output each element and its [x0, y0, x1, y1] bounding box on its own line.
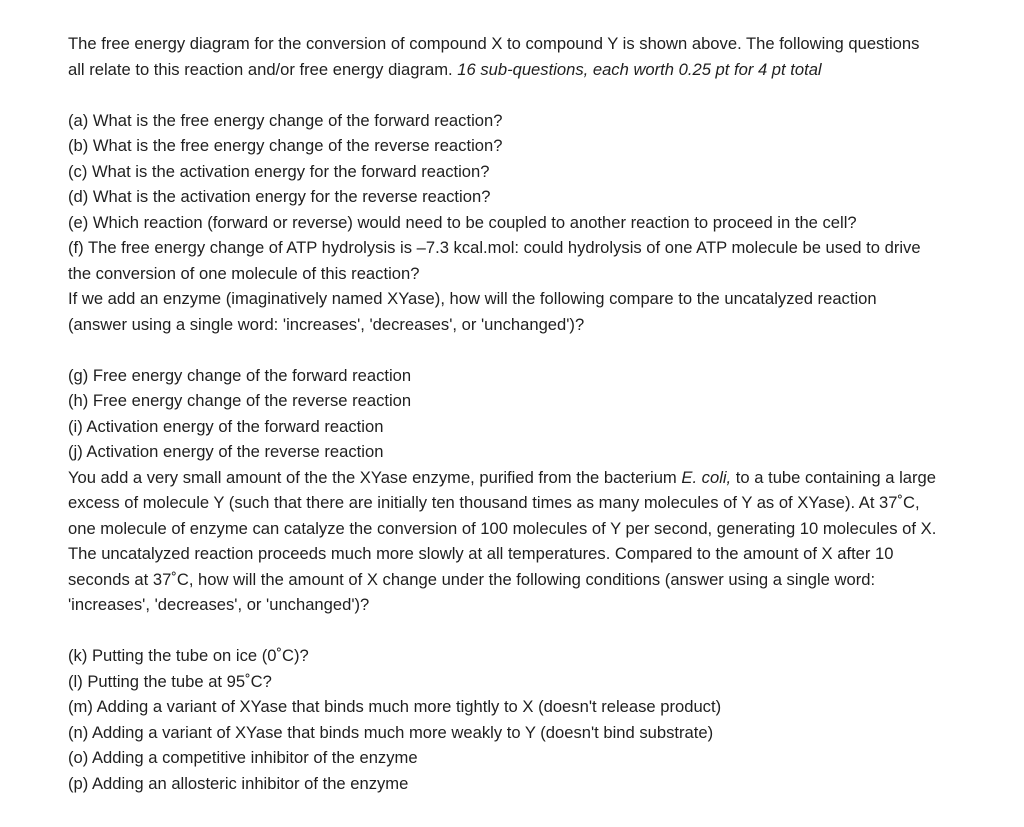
question-p: (p) Adding an allosteric inhibitor of the enzyme	[68, 773, 409, 793]
question-f: (f) The free energy change of ATP hydrolysis is –7.3 kcal.mol: could hydrolysis of one ATP molecule be used to drive the conversion of one molecule of this reaction?	[68, 238, 921, 283]
question-b: (b) What is the free energy change of the reverse reaction?	[68, 136, 503, 155]
question-list-a-f	[68, 108, 938, 287]
enzyme-intro: If we add an enzyme (imaginatively named XYase), how will the following compare to the uncatalyzed reaction (answer using a single word: 'increases', 'decreases', or 'unchanged')?	[68, 289, 877, 334]
points-note: 16 sub-questions, each worth 0.25 pt for 4 pt total	[457, 59, 822, 79]
question-e: (e) Which reaction (forward or reverse) would need to be coupled to another reaction to proceed in the cell?	[68, 212, 857, 232]
question-k: (k) Putting the tube on ice (0˚C)?	[68, 646, 309, 665]
spacer	[68, 82, 938, 108]
experiment-text-end: to a tube containing a large excess of molecule Y (such that there are initially ten thousand times as many molecules of Y as of XYase). At 37˚C, one molecule of enzyme can catalyze the conversion of 100 molecules of Y per second, generating 10 molecules of X. The uncatalyzed reaction proceeds much more slowly at all temperatures. Compared to the amount of X after 10 seconds at 37˚C, how will the amount of X change under the following conditions (answer using a single word: 'increases', 'decreases', or 'unchanged')?	[68, 467, 937, 614]
question-c: (c) What is the activation energy for the forward reaction?	[68, 161, 490, 181]
question-d: (d) What is the activation energy for the reverse reaction?	[68, 187, 491, 206]
question-list-k-p	[68, 643, 938, 796]
question-a: (a) What is the free energy change of the forward reaction?	[68, 110, 503, 130]
question-i: (i) Activation energy of the forward reaction	[68, 416, 384, 436]
question-o: (o) Adding a competitive inhibitor of the enzyme	[68, 748, 418, 767]
intro-paragraph	[68, 31, 938, 82]
question-g: (g) Free energy change of the forward reaction	[68, 365, 412, 385]
experiment-paragraph	[68, 465, 938, 618]
experiment-text-start: You add a very small amount of the the XYase enzyme, purified from the bacterium	[68, 467, 682, 487]
intro-text: The free energy diagram for the conversion of compound X to compound Y is shown above. The following questions all relate to this reaction and/or free energy diagram.	[68, 34, 920, 79]
question-j: (j) Activation energy of the reverse reaction	[68, 442, 384, 461]
question-list-g-j	[68, 363, 938, 465]
organism-name: E. coli,	[681, 467, 732, 487]
question-n: (n) Adding a variant of XYase that binds much more weakly to Y (doesn't bind substrate)	[68, 722, 714, 742]
spacer	[68, 618, 938, 644]
question-h: (h) Free energy change of the reverse reaction	[68, 391, 412, 410]
spacer	[68, 337, 938, 363]
question-m: (m) Adding a variant of XYase that binds much more tightly to X (doesn't release product)	[68, 697, 722, 716]
question-document	[68, 31, 938, 796]
question-l: (l) Putting the tube at 95˚C?	[68, 671, 272, 691]
